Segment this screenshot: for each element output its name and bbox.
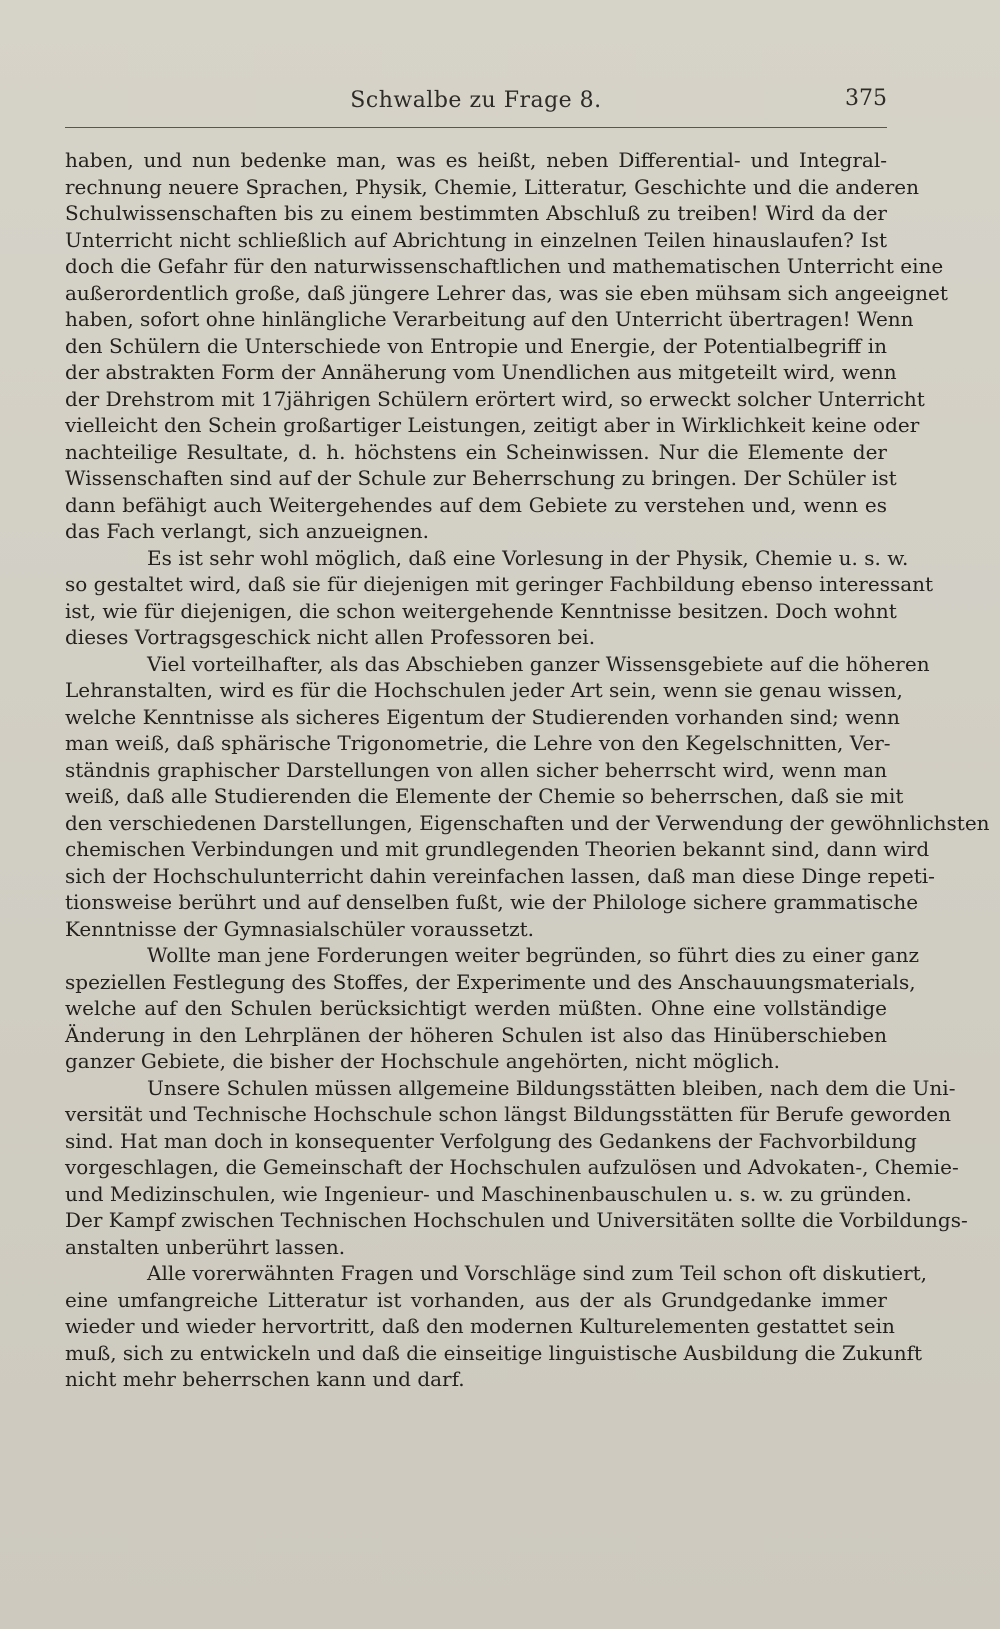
paragraph bbox=[65, 1260, 928, 1393]
text-line: chemischen Verbindungen und mit grundlegenden Theorien bekannt sind, dann wird bbox=[65, 837, 930, 861]
text-line: Kenntnisse der Gymnasialschüler voraussetzt. bbox=[65, 916, 535, 941]
text-line: dann befähigt auch Weitergehendes auf dem Gebiete zu verstehen und, wenn es bbox=[65, 492, 887, 517]
text-line: ganzer Gebiete, die bisher der Hochschule angehörten, nicht möglich. bbox=[65, 1049, 780, 1073]
paragraph bbox=[65, 1075, 968, 1261]
text-line: anstalten unberührt lassen. bbox=[65, 1234, 346, 1259]
text-line: vielleicht den Schein großartiger Leistungen, zeitigt aber in Wirklichkeit keine oder bbox=[65, 413, 920, 437]
text-line: Wissenschaften sind auf der Schule zur Beherrschung zu bringen. Der Schüler ist bbox=[65, 466, 897, 490]
text-line: nicht mehr beherrschen kann und darf. bbox=[65, 1367, 465, 1391]
page-number: 375 bbox=[845, 86, 887, 111]
text-line: tionsweise berührt und auf denselben fußt, wie der Philologe sichere grammatische bbox=[65, 890, 919, 914]
text-line: und Medizinschulen, wie Ingenieur- und Maschinenbauschulen u. s. w. zu gründen. bbox=[65, 1181, 912, 1206]
text-line: außerordentlich große, daß jüngere Lehrer das, was sie eben mühsam sich angeeignet bbox=[65, 280, 948, 305]
text-line: weiß, daß alle Studierenden die Elemente der Chemie so beherrschen, daß sie mit bbox=[65, 784, 904, 808]
text-line: versität und Technische Hochschule schon längst Bildungsstätten für Berufe geworden bbox=[65, 1102, 951, 1126]
text-line: welche auf den Schulen berücksichtigt werden müßten. Ohne eine vollständige bbox=[65, 996, 887, 1020]
text-line: Wollte man jene Forderungen weiter begründen, so führt dies zu einer ganz bbox=[147, 943, 920, 967]
text-line: Lehranstalten, wird es für die Hochschulen jeder Art sein, wenn sie genau wissen, bbox=[65, 678, 903, 702]
page-header bbox=[65, 84, 887, 118]
paragraph bbox=[65, 651, 990, 943]
text-line: doch die Gefahr für den naturwissenschaftlichen und mathematischen Unterricht eine bbox=[65, 254, 944, 278]
text-line: muß, sich zu entwickeln und daß die einseitige linguistische Ausbildung die Zukunft bbox=[65, 1340, 923, 1365]
text-line: sind. Hat man doch in konsequenter Verfolgung des Gedankens der Fachvorbildung bbox=[65, 1128, 917, 1153]
text-line: nachteilige Resultate, d. h. höchstens ein Scheinwissen. Nur die Elemente der bbox=[65, 439, 887, 464]
text-line: Änderung in den Lehrplänen der höheren Schulen ist also das Hinüberschieben bbox=[65, 1022, 887, 1047]
text-line: den Schülern die Unterschiede von Entropie und Energie, der Potentialbegriff in bbox=[65, 333, 887, 358]
text-line: den verschiedenen Darstellungen, Eigenschaften und der Verwendung der gewöhnlichsten bbox=[65, 810, 990, 835]
header-rule bbox=[65, 127, 887, 128]
text-line: Unsere Schulen müssen allgemeine Bildungsstätten bleiben, nach dem die Uni- bbox=[147, 1075, 956, 1100]
text-line: haben, und nun bedenke man, was es heißt, neben Differential- und Integral- bbox=[65, 148, 887, 172]
text-line: ist, wie für diejenigen, die schon weitergehende Kenntnisse besitzen. Doch wohnt bbox=[65, 598, 897, 623]
running-title: Schwalbe zu Frage 8. bbox=[350, 88, 602, 113]
paragraph bbox=[65, 942, 920, 1075]
text-line: rechnung neuere Sprachen, Physik, Chemie, Litteratur, Geschichte und die anderen bbox=[65, 174, 920, 199]
text-line: Unterricht nicht schließlich auf Abrichtung in einzelnen Teilen hinauslaufen? Ist bbox=[65, 227, 887, 252]
text-line: Alle vorerwähnten Fragen und Vorschläge sind zum Teil schon oft diskutiert, bbox=[147, 1261, 928, 1285]
text-line: Schulwissenschaften bis zu einem bestimmten Abschluß zu treiben! Wird da der bbox=[65, 201, 887, 225]
text-line: ständnis graphischer Darstellungen von allen sicher beherrscht wird, wenn man bbox=[65, 757, 887, 782]
text-line: Viel vorteilhafter, als das Abschieben ganzer Wissensgebiete auf die höheren bbox=[147, 651, 930, 676]
paragraph bbox=[65, 147, 948, 545]
text-line: Es ist sehr wohl möglich, daß eine Vorlesung in der Physik, Chemie u. s. w. bbox=[147, 545, 909, 570]
text-line: eine umfangreiche Litteratur ist vorhanden, aus der als Grundgedanke immer bbox=[65, 1287, 887, 1312]
text-line: Der Kampf zwischen Technischen Hochschulen und Universitäten sollte die Vorbildungs- bbox=[65, 1208, 968, 1232]
text-line: der abstrakten Form der Annäherung vom Unendlichen aus mitgeteilt wird, wenn bbox=[65, 360, 897, 384]
text-line: welche Kenntnisse als sicheres Eigentum der Studierenden vorhanden sind; wenn bbox=[65, 704, 900, 729]
text-line: das Fach verlangt, sich anzueignen. bbox=[65, 519, 429, 543]
text-line: haben, sofort ohne hinlängliche Verarbeitung auf den Unterricht übertragen! Wenn bbox=[65, 307, 914, 331]
text-line: vorgeschlagen, die Gemeinschaft der Hochschulen aufzulösen und Advokaten-, Chemie- bbox=[65, 1155, 959, 1179]
body-text bbox=[65, 147, 990, 1393]
text-line: dieses Vortragsgeschick nicht allen Professoren bei. bbox=[65, 625, 596, 649]
text-line: der Drehstrom mit 17jährigen Schülern erörtert wird, so erweckt solcher Unterricht bbox=[65, 386, 925, 411]
paragraph bbox=[65, 545, 934, 651]
text-line: sich der Hochschulunterricht dahin vereinfachen lassen, daß man diese Dinge repeti- bbox=[65, 863, 935, 888]
text-line: man weiß, daß sphärische Trigonometrie, die Lehre von den Kegelschnitten, Ver- bbox=[65, 731, 891, 755]
text-line: speziellen Festlegung des Stoffes, der Experimente und des Anschauungsmaterials, bbox=[65, 969, 916, 994]
text-line: so gestaltet wird, daß sie für diejenigen mit geringer Fachbildung ebenso interessant bbox=[65, 572, 934, 596]
text-line: wieder und wieder hervortritt, daß den modernen Kulturelementen gestattet sein bbox=[65, 1314, 895, 1338]
